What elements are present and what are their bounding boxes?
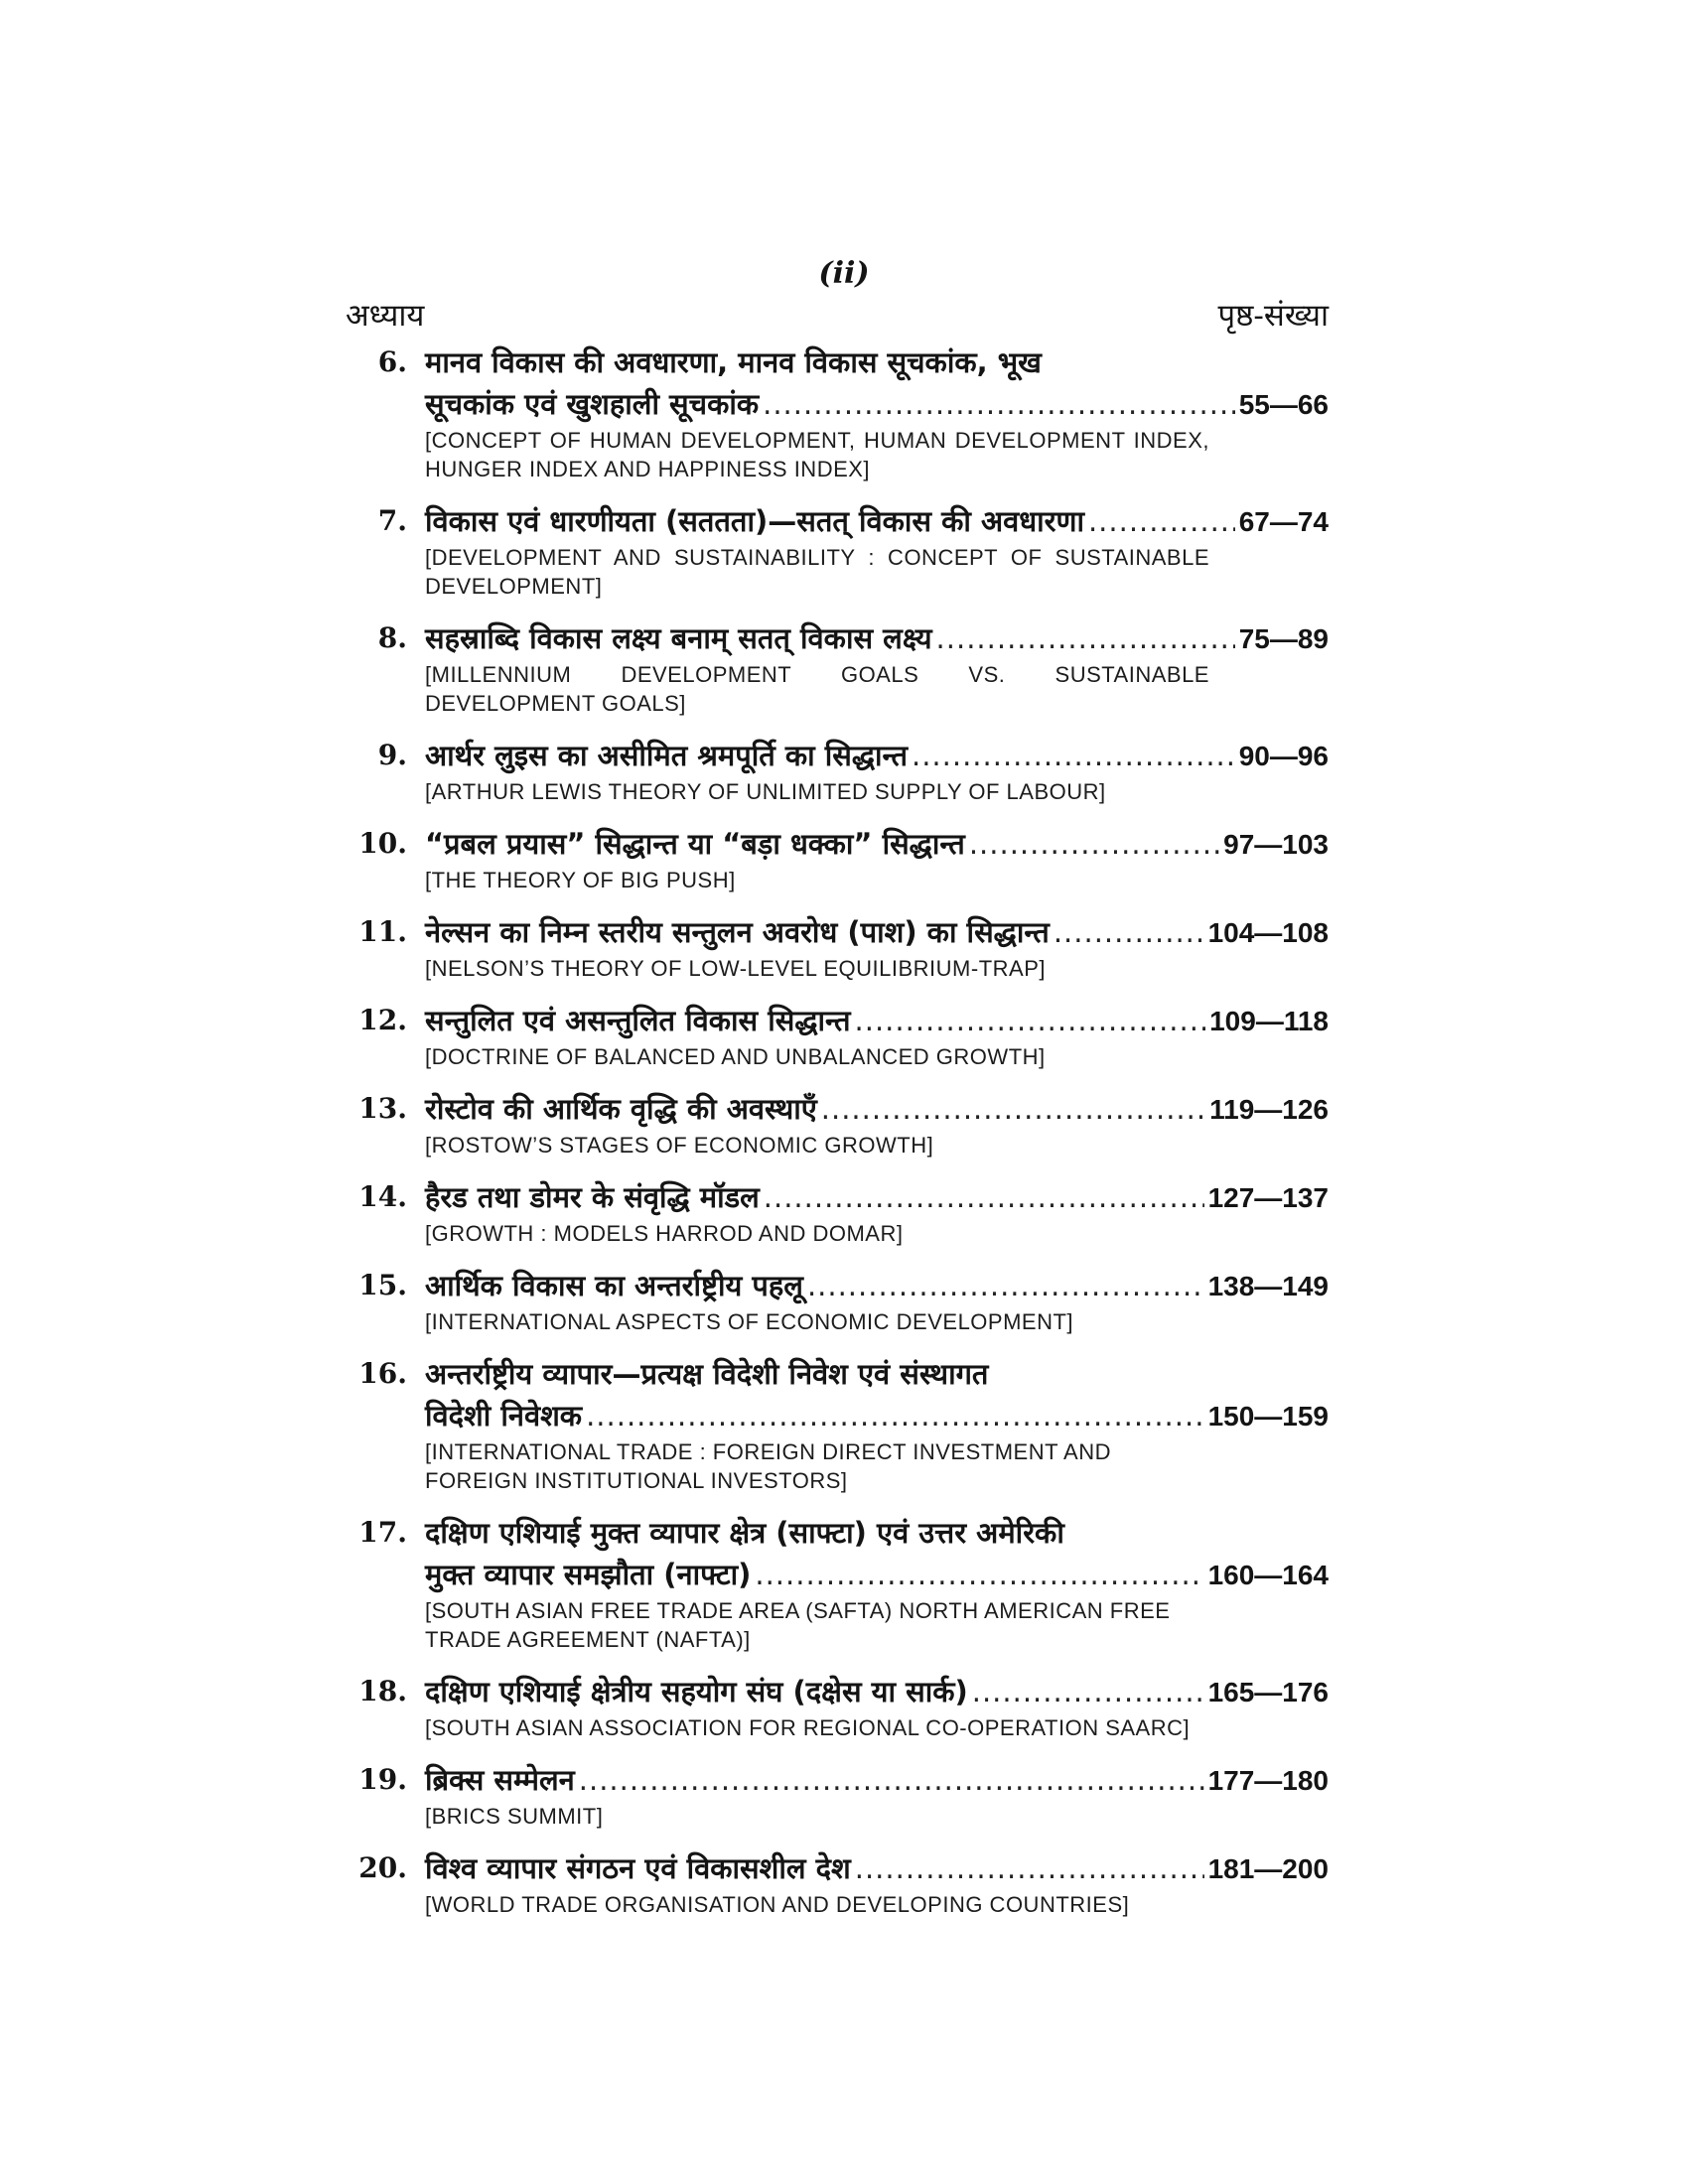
- chapter-title-hindi-continued: मुक्त व्यापार समझौता (नाफ्टा): [425, 1558, 752, 1591]
- chapter-title-hindi: अन्तर्राष्ट्रीय व्यापार—प्रत्यक्ष विदेशी निवेश एवं संस्थागत: [425, 1357, 989, 1391]
- dot-leader: [579, 1759, 1204, 1801]
- chapter-title-english: [MILLENNIUM DEVELOPMENT GOALS VS. SUSTAINABLE DEVELOPMENT GOALS]: [425, 662, 1209, 716]
- toc-entry-9: [346, 735, 1329, 806]
- page-range: 67—74: [1238, 506, 1329, 537]
- chapter-title-english: [BRICS SUMMIT]: [425, 1804, 604, 1829]
- chapter-number: 7.: [377, 504, 407, 537]
- chapter-title-hindi: आर्थर लुइस का असीमित श्रमपूर्ति का सिद्धान्त: [425, 739, 908, 772]
- toc-entry-17: [346, 1512, 1329, 1654]
- page-range: 90—96: [1238, 741, 1329, 771]
- page-range: 75—89: [1238, 623, 1329, 654]
- toc-entry-10: [346, 823, 1329, 894]
- chapter-number: 6.: [377, 345, 407, 378]
- toc-entry-15: [346, 1265, 1329, 1336]
- page-range: 104—108: [1207, 917, 1329, 948]
- page-range: 119—126: [1209, 1094, 1329, 1125]
- chapter-title-english: [ROSTOW’S STAGES OF ECONOMIC GROWTH]: [425, 1133, 934, 1158]
- chapter-number: 11.: [358, 915, 407, 948]
- chapter-number: 17.: [358, 1516, 407, 1549]
- chapter-title-english: [NELSON’S THEORY OF LOW-LEVEL EQUILIBRIUM-TRAP]: [425, 956, 1046, 981]
- table-of-contents: [346, 341, 1329, 1936]
- page-range: 55—66: [1238, 389, 1329, 420]
- chapter-number: 12.: [358, 1004, 407, 1036]
- dot-leader: [821, 1088, 1205, 1130]
- dot-leader: [972, 1671, 1204, 1712]
- chapter-title-hindi: ब्रिक्स सम्मेलन: [425, 1763, 575, 1797]
- page-range: 97—103: [1223, 829, 1329, 860]
- dot-leader: [969, 823, 1219, 865]
- chapter-title-hindi: सन्तुलित एवं असन्तुलित विकास सिद्धान्त: [425, 1004, 851, 1037]
- page-range: 138—149: [1207, 1271, 1329, 1301]
- chapter-title-hindi: आर्थिक विकास का अन्तर्राष्ट्रीय पहलू: [425, 1269, 803, 1302]
- dot-leader: [1054, 911, 1204, 953]
- chapter-number: 20.: [358, 1851, 407, 1884]
- dot-leader: [855, 1847, 1204, 1889]
- chapter-title-english: [WORLD TRADE ORGANISATION AND DEVELOPING COUNTRIES]: [425, 1892, 1130, 1917]
- chapter-number: 13.: [358, 1092, 407, 1125]
- chapter-title-hindi: विश्व व्यापार संगठन एवं विकासशील देश: [425, 1851, 851, 1885]
- chapter-title-hindi: रोस्टोव की आर्थिक वृद्धि की अवस्थाएँ: [425, 1092, 817, 1126]
- chapter-title-english: [SOUTH ASIAN ASSOCIATION FOR REGIONAL CO-OPERATION SAARC]: [425, 1715, 1191, 1740]
- chapter-title-hindi: हैरड तथा डोमर के संवृद्धि मॉडल: [425, 1180, 760, 1214]
- toc-entry-12: [346, 1000, 1329, 1071]
- toc-entry-16: [346, 1353, 1329, 1495]
- chapter-title-hindi: सहस्राब्दि विकास लक्ष्य बनाम् सतत् विकास लक्ष्य: [425, 621, 932, 655]
- chapter-title-english: [CONCEPT OF HUMAN DEVELOPMENT, HUMAN DEVELOPMENT INDEX, HUNGER INDEX AND HAPPINESS INDEX]: [425, 428, 1209, 481]
- page-number: (ii): [818, 256, 870, 291]
- toc-entry-19: [346, 1759, 1329, 1831]
- chapter-title-hindi: दक्षिण एशियाई मुक्त व्यापार क्षेत्र (साफ्टा) एवं उत्तर अमेरिकी: [425, 1516, 1064, 1550]
- dot-leader: [1088, 500, 1235, 542]
- chapter-title-english: [SOUTH ASIAN FREE TRADE AREA (SAFTA) NORTH AMERICAN FREE TRADE AGREEMENT (NAFTA)]: [425, 1598, 1171, 1652]
- chapter-title-hindi-continued: विदेशी निवेशक: [425, 1399, 583, 1433]
- chapter-number: 14.: [358, 1180, 407, 1213]
- chapter-number: 18.: [358, 1675, 407, 1707]
- chapter-title-english: [INTERNATIONAL ASPECTS OF ECONOMIC DEVELOPMENT]: [425, 1309, 1074, 1334]
- dot-leader: [763, 383, 1235, 425]
- chapter-title-english: [DOCTRINE OF BALANCED AND UNBALANCED GROWTH]: [425, 1044, 1046, 1069]
- dot-leader: [764, 1176, 1204, 1218]
- toc-entry-11: [346, 911, 1329, 983]
- page-range: 181—200: [1207, 1853, 1329, 1884]
- chapter-title-english: [DEVELOPMENT AND SUSTAINABILITY : CONCEPT OF SUSTAINABLE DEVELOPMENT]: [425, 545, 1209, 599]
- chapter-title-hindi: मानव विकास की अवधारणा, मानव विकास सूचकांक, भूख: [425, 345, 1042, 379]
- chapter-title-english: [INTERNATIONAL TRADE : FOREIGN DIRECT INVESTMENT AND FOREIGN INSTITUTIONAL INVESTORS]: [425, 1439, 1111, 1493]
- chapter-title-english: [THE THEORY OF BIG PUSH]: [425, 868, 736, 892]
- chapter-title-hindi: विकास एवं धारणीयता (सततता)—सतत् विकास की अवधारणा: [425, 504, 1084, 538]
- chapter-number: 9.: [377, 739, 407, 771]
- chapter-number: 15.: [358, 1269, 407, 1301]
- dot-leader: [755, 1554, 1203, 1595]
- toc-entry-8: [346, 617, 1329, 718]
- chapter-title-english: [ARTHUR LEWIS THEORY OF UNLIMITED SUPPLY OF LABOUR]: [425, 779, 1106, 804]
- page-range: 165—176: [1207, 1677, 1329, 1707]
- chapter-title-hindi: “प्रबल प्रयास” सिद्धान्त या “बड़ा धक्का” सिद्धान्त: [425, 827, 965, 861]
- chapter-column-label: अध्याय: [346, 298, 425, 334]
- dot-leader: [912, 735, 1235, 776]
- toc-entry-6: [346, 341, 1329, 483]
- chapter-title-hindi-continued: सूचकांक एवं खुशहाली सूचकांक: [425, 387, 760, 421]
- chapter-number: 19.: [358, 1763, 407, 1796]
- dot-leader: [586, 1395, 1203, 1436]
- page-number-column-label: पृष्ठ-संख्या: [1217, 298, 1329, 334]
- toc-header: [346, 294, 1329, 338]
- chapter-number: 8.: [377, 621, 407, 654]
- page-range: 150—159: [1207, 1401, 1329, 1432]
- page-range: 177—180: [1207, 1765, 1329, 1796]
- chapter-number: 10.: [358, 827, 407, 860]
- page-range: 109—118: [1209, 1006, 1329, 1036]
- toc-entry-13: [346, 1088, 1329, 1160]
- page-range: 127—137: [1207, 1182, 1329, 1213]
- toc-entry-18: [346, 1671, 1329, 1742]
- toc-entry-14: [346, 1176, 1329, 1248]
- chapter-title-hindi: नेल्सन का निम्न स्तरीय सन्तुलन अवरोध (पाश) का सिद्धान्त: [425, 915, 1050, 949]
- page-range: 160—164: [1207, 1560, 1329, 1590]
- dot-leader: [807, 1265, 1204, 1306]
- toc-entry-20: [346, 1847, 1329, 1919]
- dot-leader: [855, 1000, 1206, 1041]
- toc-entry-7: [346, 500, 1329, 601]
- chapter-title-hindi: दक्षिण एशियाई क्षेत्रीय सहयोग संघ (दक्षेस या सार्क): [425, 1675, 968, 1708]
- chapter-number: 16.: [358, 1357, 407, 1390]
- dot-leader: [936, 617, 1235, 659]
- chapter-title-english: [GROWTH : MODELS HARROD AND DOMAR]: [425, 1221, 904, 1246]
